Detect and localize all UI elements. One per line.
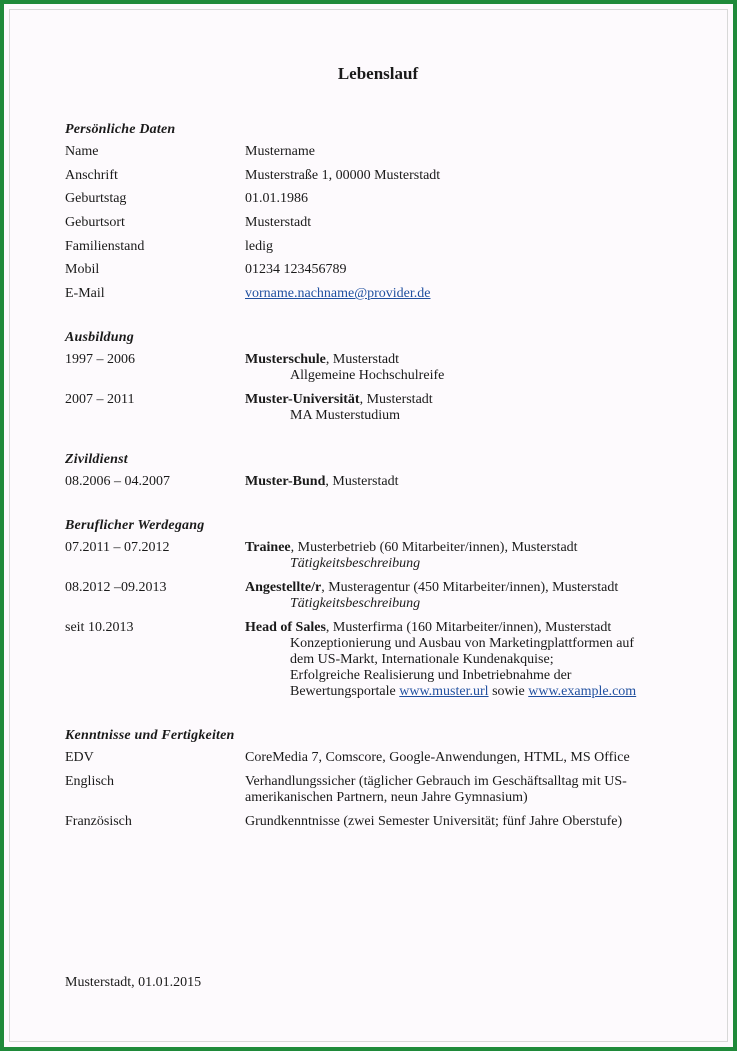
row-label: seit 10.2013 — [65, 620, 134, 636]
table-row — [65, 262, 685, 278]
portals-between: sowie — [488, 684, 529, 700]
skill-text-line: amerikanischen Partnern, neun Jahre Gymnasium) — [245, 789, 528, 805]
section-heading: Ausbildung — [65, 330, 134, 346]
row-detail: Allgemeine Hochschulreife — [290, 368, 445, 384]
muster-url-link[interactable]: www.muster.url — [399, 684, 489, 700]
job-employer: , Musteragentur (450 Mitarbeiter/innen), Musterstadt — [321, 580, 619, 596]
institution-location: , Musterstadt — [325, 474, 399, 490]
table-row — [65, 191, 685, 207]
section-heading: Zivildienst — [65, 452, 128, 468]
job-employer: , Musterfirma (160 Mitarbeiter/innen), Musterstadt — [325, 620, 612, 636]
row-value — [245, 580, 685, 612]
email-link[interactable]: vorname.nachname@provider.de — [245, 286, 431, 302]
row-value: CoreMedia 7, Comscore, Google-Anwendungen, HTML, MS Office — [245, 750, 630, 766]
row-value — [245, 620, 685, 700]
table-row — [65, 392, 685, 424]
row-value: Grundkenntnisse (zwei Semester Universität; fünf Jahre Oberstufe) — [245, 813, 623, 829]
job-description: Tätigkeitsbeschreibung — [290, 556, 421, 572]
row-value: Musterstraße 1, 00000 Musterstadt — [245, 167, 441, 183]
table-row — [65, 474, 685, 490]
job-description: Tätigkeitsbeschreibung — [290, 596, 421, 612]
job-description-line: dem US-Markt, Internationale Kundenakquise; — [290, 652, 554, 668]
row-label: Geburtstag — [65, 191, 127, 207]
table-row — [65, 750, 685, 766]
table-row — [65, 620, 685, 700]
institution-name: Muster-Bund — [245, 474, 326, 490]
row-label: 2007 – 2011 — [65, 392, 135, 408]
place-date: Musterstadt, 01.01.2015 — [65, 975, 202, 990]
institution-name: Muster-Universität — [245, 392, 360, 408]
table-row — [65, 286, 685, 302]
section-heading: Kenntnisse und Fertigkeiten — [65, 728, 235, 744]
table-row — [65, 144, 685, 160]
job-title: Head of Sales — [245, 620, 326, 636]
row-value — [245, 474, 685, 490]
portals-prefix: Bewertungsportale — [290, 684, 400, 700]
table-row — [65, 352, 685, 384]
row-label: Französisch — [65, 813, 132, 829]
row-label: Familienstand — [65, 238, 145, 254]
cv-content — [65, 66, 685, 858]
section-heading: Persönliche Daten — [65, 122, 176, 137]
row-label: Name — [65, 144, 99, 159]
institution-name: Musterschule — [245, 352, 326, 368]
row-value: ledig — [245, 238, 273, 254]
job-description-line: Konzeptionierung und Ausbau von Marketingplattformen auf — [290, 636, 635, 652]
row-label: 1997 – 2006 — [65, 352, 135, 368]
row-label: E-Mail — [65, 286, 105, 302]
row-detail: MA Musterstudium — [290, 408, 401, 424]
section-skills — [65, 728, 685, 829]
row-label: Mobil — [65, 262, 100, 278]
row-value — [245, 352, 685, 384]
row-label: Englisch — [65, 773, 114, 789]
row-value: Mustername — [245, 144, 315, 159]
job-title: Angestellte/r — [245, 580, 322, 596]
row-label: 08.2006 – 04.2007 — [65, 474, 170, 490]
row-label: EDV — [65, 750, 94, 766]
example-com-link[interactable]: www.example.com — [528, 684, 637, 700]
row-label: 08.2012 –09.2013 — [65, 580, 167, 596]
row-value — [245, 540, 685, 572]
row-label: Anschrift — [65, 167, 118, 183]
section-civil-service — [65, 452, 685, 490]
job-employer: , Musterbetrieb (60 Mitarbeiter/innen), Musterstadt — [290, 540, 578, 556]
section-education — [65, 330, 685, 424]
institution-location: , Musterstadt — [325, 352, 399, 368]
row-value — [245, 774, 685, 806]
section-personal — [65, 122, 685, 302]
skill-text-line: Verhandlungssicher (täglicher Gebrauch im Geschäftsalltag mit US- — [245, 773, 627, 789]
section-career — [65, 518, 685, 700]
document-title: Lebenslauf — [337, 64, 419, 83]
row-label: Geburtsort — [65, 215, 125, 231]
job-description-line — [245, 684, 685, 700]
institution-location: , Musterstadt — [359, 392, 433, 408]
row-value: 01234 123456789 — [245, 262, 347, 278]
section-heading: Beruflicher Werdegang — [65, 518, 205, 534]
table-row — [65, 215, 685, 231]
job-title: Trainee — [245, 540, 291, 556]
table-row — [65, 168, 685, 184]
row-value — [245, 286, 685, 302]
table-row — [65, 540, 685, 572]
table-row — [65, 239, 685, 255]
job-description-line: Erfolgreiche Realisierung und Inbetriebnahme der — [290, 668, 572, 684]
row-value — [245, 392, 685, 424]
row-label: 07.2011 – 07.2012 — [65, 540, 170, 556]
row-value: 01.01.1986 — [245, 191, 308, 207]
row-value: Musterstadt — [245, 215, 312, 231]
table-row — [65, 814, 685, 830]
table-row — [65, 774, 685, 806]
table-row — [65, 580, 685, 612]
